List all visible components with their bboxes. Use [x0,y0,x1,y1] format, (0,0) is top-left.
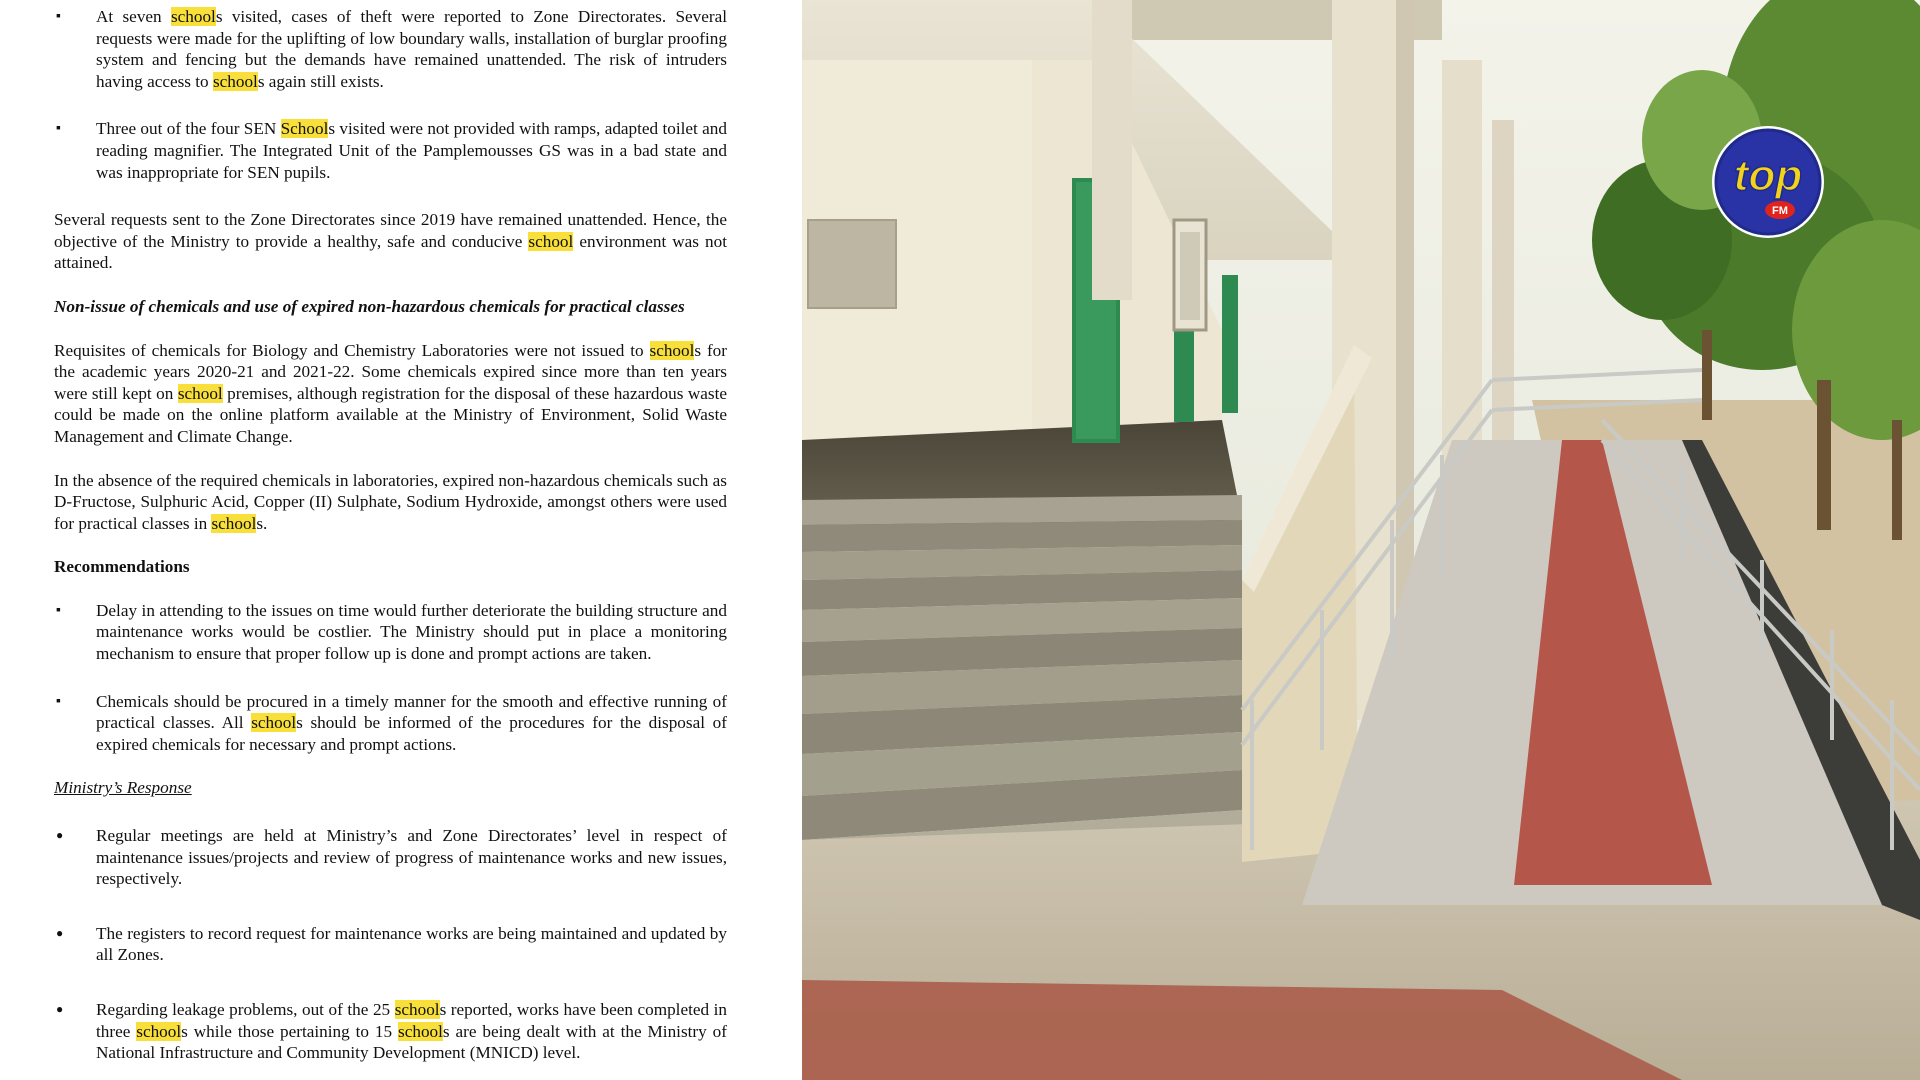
search-highlight: school [649,340,695,360]
text-run: Requisites of chemicals for Biology and Chemistry Laboratories were not issued to [54,340,650,360]
green-door [1222,275,1238,413]
text-run: s visited, cases of theft were reported to Zone Directorates. Several requests were made for the uplifting of low boundary walls, installation of burglar proofing system and fencing but the demands have remained unattended. The risk of intruders having access to [96,7,727,91]
text-run: environment was not attained. [54,231,727,273]
square-bullet-icon [56,118,66,140]
search-highlight: school [251,713,297,733]
text-run: s should be informed of the procedures for the disposal of expired chemicals for necessary and prompt actions. [96,713,727,754]
square-bullet-icon [56,6,66,28]
text-run: Chemicals should be procured in a timely manner for the smooth and effective running of practical classes. All [96,691,727,733]
text-run: s reported, works have been completed in three [96,1000,727,1041]
search-highlight: school [177,383,223,403]
paragraph-requests [54,209,727,274]
text-run: Regular meetings are held at Ministry’s and Zone Directorates’ level in respect of maintenance issues/projects and review of progress of maintenance works and new issues, respectively. [96,826,727,889]
search-highlight: school [398,1021,443,1041]
text-run: s again still exists. [257,71,384,91]
section-heading-recommendations: Recommendations [54,557,190,577]
search-highlight: school [211,513,257,533]
text-run: Delay in attending to the issues on time would further deteriorate the building structure and maintenance works would be costlier. The Ministry should put in place a monitoring mechanism to ensure that proper follow up is done and prompt actions are taken. [96,600,727,664]
finding-bullet-theft [54,6,727,92]
response-bullet-registers [54,923,727,966]
search-highlight: school [528,231,574,251]
text-run: s for the academic years 2020-21 and 2021-22. Some chemicals expired since more than ten years were still kept on [54,340,727,403]
text-run: s while those pertaining to 15 [181,1021,399,1041]
search-highlight: School [280,119,329,139]
text-run: Regarding leakage problems, out of the 25 [96,1000,395,1019]
recommendation-bullet-delay [54,600,727,665]
search-highlight: school [394,1000,440,1019]
text-run: Several requests sent to the Zone Directorates since 2019 have remained unattended. Hence, the objective of the Ministry to provide a healthy, safe and conducive [54,210,727,251]
logo-subtext: FM [1772,205,1788,217]
section-heading-ministry-response: Ministry’s Response [54,778,192,798]
response-bullet-leakage [54,999,727,1064]
round-bullet-icon [56,999,66,1021]
recommendation-bullet-chemicals [54,691,727,756]
text-run: The registers to record request for maintenance works are being maintained and updated by all Zones. [96,923,727,965]
document-page [0,0,802,1080]
paragraph-expired-chemicals [54,470,727,535]
top-fm-logo [1710,124,1826,240]
paragraph-requisites [54,340,727,448]
text-run: Three out of the four SEN [96,119,281,139]
search-highlight: school [136,1021,182,1041]
round-bullet-icon [56,825,66,847]
text-run: s are being dealt with at the Ministry of National Infrastructure and Community Development (MNICD) level. [96,1021,727,1063]
text-run: s visited were not provided with ramps, adapted toilet and reading magnifier. The Integrated Unit of the Pamplemousses GS was in a bad state and was inappropriate for SEN pupils. [96,119,727,182]
text-run: premises, although registration for the disposal of these hazardous waste could be made on the online platform available at the Ministry of Environment, Solid Waste Management and Climate Change. [54,383,727,446]
search-highlight: school [170,7,216,26]
text-run: In the absence of the required chemicals in laboratories, expired non-hazardous chemicals such as D-Fructose, Sulphuric Acid, Copper (II) Sulphate, Sodium Hydroxide, amongst others were used for practical classes in [54,470,727,533]
round-bullet-icon [56,923,66,945]
document-text [54,6,727,1064]
square-bullet-icon [56,600,66,622]
text-run: At seven [96,7,171,26]
logo-text: top [1733,151,1803,200]
text-run: s. [256,513,268,533]
finding-bullet-sen [54,118,727,183]
square-bullet-icon [56,691,66,713]
response-bullet-meetings [54,825,727,890]
section-heading-chemicals: Non-issue of chemicals and use of expired non-hazardous chemicals for practical classes [54,296,685,316]
search-highlight: school [212,71,258,91]
